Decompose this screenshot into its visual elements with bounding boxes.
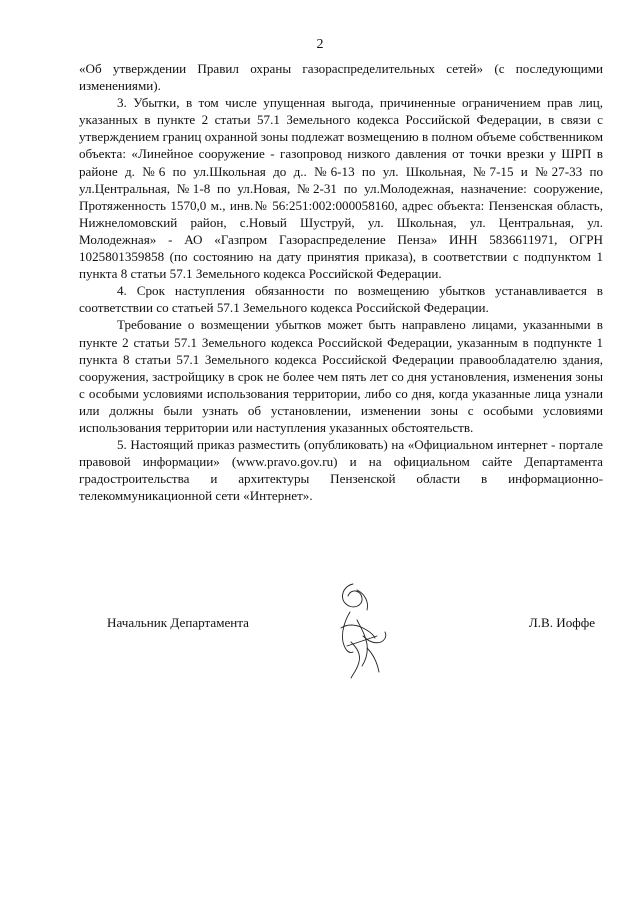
page-number: 2	[316, 37, 324, 52]
signer-name: Л.В. Иоффе	[528, 615, 595, 630]
paragraph-item-5: 5. Настоящий приказ разместить (опубликовать) на «Официальном интернет - портале правовой информации» (www.pravo.gov.ru) и на официальном сайте Департамента градостроительства и архитектуры Пензенской области в информационно-телекоммуникационной сети «Интернет».	[79, 437, 603, 504]
document-body	[79, 60, 603, 504]
signature-block	[79, 576, 603, 686]
paragraph-item-4: 4. Срок наступления обязанности по возмещению убытков устанавливается в соответствии со статьей 57.1 Земельного кодекса Российской Федерации.	[79, 283, 603, 316]
handwritten-signature	[317, 576, 407, 681]
paragraph-item-3: 3. Убытки, в том числе упущенная выгода, причиненные ограничением прав лиц, указанных в пункте 2 статьи 57.1 Земельного кодекса Российской Федерации, в связи с утверждением границ охранной зоны подлежат возмещению в полном объеме собственником объекта: «Линейное сооружение - газопровод низкого давления от точки врезки у ШРП в районе д. №6 по ул.Школьная до д.. №6-13 по ул. Школьная, №7-15 и №27-33 по ул.Центральная, №1-8 по ул.Новая, №2-31 по ул.Молодежная, назначение: сооружение, Протяженность 1570,0 м., инв.№ 56:251:002:000058160, адрес объекта: Пензенская область, Нижнеломовский район, с.Новый Шуструй, ул. Школьная, ул. Центральная, ул. Молодежная» - АО «Газпром Газораспределение Пенза» ИНН 5836611971, ОГРН 1025801359858 (по состоянию на дату принятия приказа), в соответствии с подпунктом 1 пункта 8 статьи 57.1 Земельного кодекса Российской Федерации.	[79, 95, 603, 282]
paragraph-continuation: «Об утверждении Правил охраны газораспределительных сетей» (с последующими изменениями).	[79, 61, 603, 94]
paragraph-claim-requirement: Требование о возмещении убытков может быть направлено лицами, указанными в пункте 2 статьи 57.1 Земельного кодекса Российской Федерации, указанным в подпункте 1 пункта 8 статьи 57.1 Земельного кодекса Российской Федерации правообладателю здания, сооружения, застройщику в срок не более чем пять лет со дня установления, изменения зоны с особыми условиями использования территории, либо со дня, когда указанные лица узнали или должны были узнать об установлении, изменении зоны с особыми условиями использования территории или наступления указанных обстоятельств.	[79, 317, 603, 435]
signer-title: Начальник Департамента	[107, 615, 249, 630]
